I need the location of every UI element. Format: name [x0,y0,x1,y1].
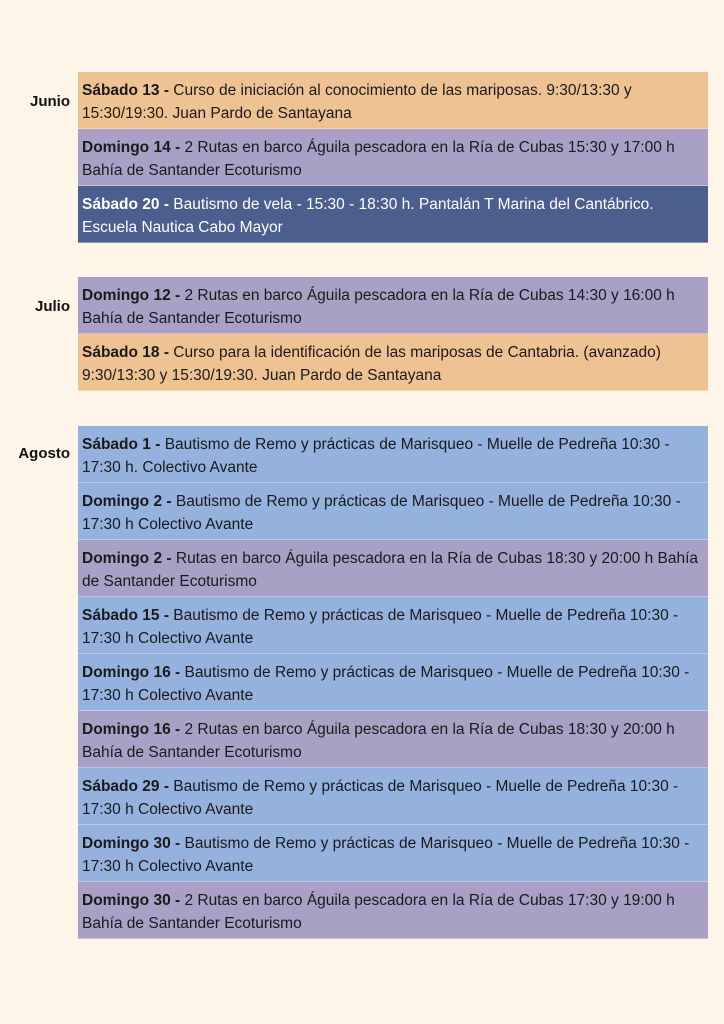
event-day: Domingo 2 - [82,493,172,510]
event-day: Sábado 29 - [82,778,169,795]
event-row [78,426,708,483]
event-day: Sábado 15 - [82,607,169,624]
event-row [78,334,708,391]
event-text: Bautismo de Remo y prácticas de Marisqueo - Muelle de Pedreña 10:30 - 17:30 h Colectivo Avante [82,778,679,818]
event-day: Domingo 16 - [82,721,181,738]
event-day: Domingo 12 - [82,287,181,304]
event-row [78,186,708,243]
event-day: Domingo 14 - [82,139,181,156]
event-row [78,654,708,711]
event-day: Domingo 30 - [82,892,181,909]
event-text: 2 Rutas en barco Águila pescadora en la Ría de Cubas 14:30 y 16:00 h Bahía de Santander Ecoturismo [82,287,675,327]
event-row [78,72,708,129]
event-text: Bautismo de Remo y prácticas de Marisqueo - Muelle de Pedreña 10:30 - 17:30 h Colectivo Avante [82,664,690,704]
event-text: Rutas en barco Águila pescadora en la Ría de Cubas 18:30 y 20:00 h Bahía de Santander Ecoturismo [82,550,699,590]
event-text: Bautismo de Remo y prácticas de Marisqueo - Muelle de Pedreña 10:30 - 17:30 h Colectivo Avante [82,493,681,533]
events-table [78,72,708,243]
month-label: Junio [30,93,70,110]
event-day: Domingo 30 - [82,835,181,852]
event-day: Domingo 2 - [82,550,172,567]
event-day: Sábado 18 - [82,344,169,361]
event-text: 2 Rutas en barco Águila pescadora en la Ría de Cubas 15:30 y 17:00 h Bahía de Santander Ecoturismo [82,139,675,179]
event-text: Curso para la identificación de las mariposas de Cantabria. (avanzado) 9:30/13:30 y 15:30/19:30. Juan Pardo de Santayana [82,344,661,384]
event-row [78,277,708,334]
events-table [78,426,708,939]
month-label: Julio [34,298,70,315]
event-text: 2 Rutas en barco Águila pescadora en la Ría de Cubas 17:30 y 19:00 h Bahía de Santander Ecoturismo [82,892,675,932]
event-day: Sábado 1 - [82,436,161,453]
event-text: Bautismo de Remo y prácticas de Marisqueo - Muelle de Pedreña 10:30 - 17:30 h Colectivo Avante [82,835,690,875]
event-text: Bautismo de Remo y prácticas de Marisqueo - Muelle de Pedreña 10:30 - 17:30 h Colectivo Avante [82,607,679,647]
event-text: Bautismo de Remo y prácticas de Marisqueo - Muelle de Pedreña 10:30 - 17:30 h. Colectivo Avante [82,436,670,476]
event-row [78,882,708,939]
event-day: Sábado 20 - [82,196,169,213]
event-day: Sábado 13 - [82,82,169,99]
event-text: Curso de iniciación al conocimiento de las mariposas. 9:30/13:30 y 15:30/19:30. Juan Pardo de Santayana [82,82,632,122]
event-row [78,540,708,597]
events-table [78,277,708,391]
event-row [78,711,708,768]
event-row [78,825,708,882]
month-label: Agosto [18,445,70,462]
event-row [78,129,708,186]
event-day: Domingo 16 - [82,664,181,681]
event-row [78,768,708,825]
event-text: Bautismo de vela - 15:30 - 18:30 h. Pantalán T Marina del Cantábrico. Escuela Nautica Cabo Mayor [82,196,654,236]
event-text: 2 Rutas en barco Águila pescadora en la Ría de Cubas 18:30 y 20:00 h Bahía de Santander Ecoturismo [82,721,675,761]
event-row [78,483,708,540]
event-row [78,597,708,654]
